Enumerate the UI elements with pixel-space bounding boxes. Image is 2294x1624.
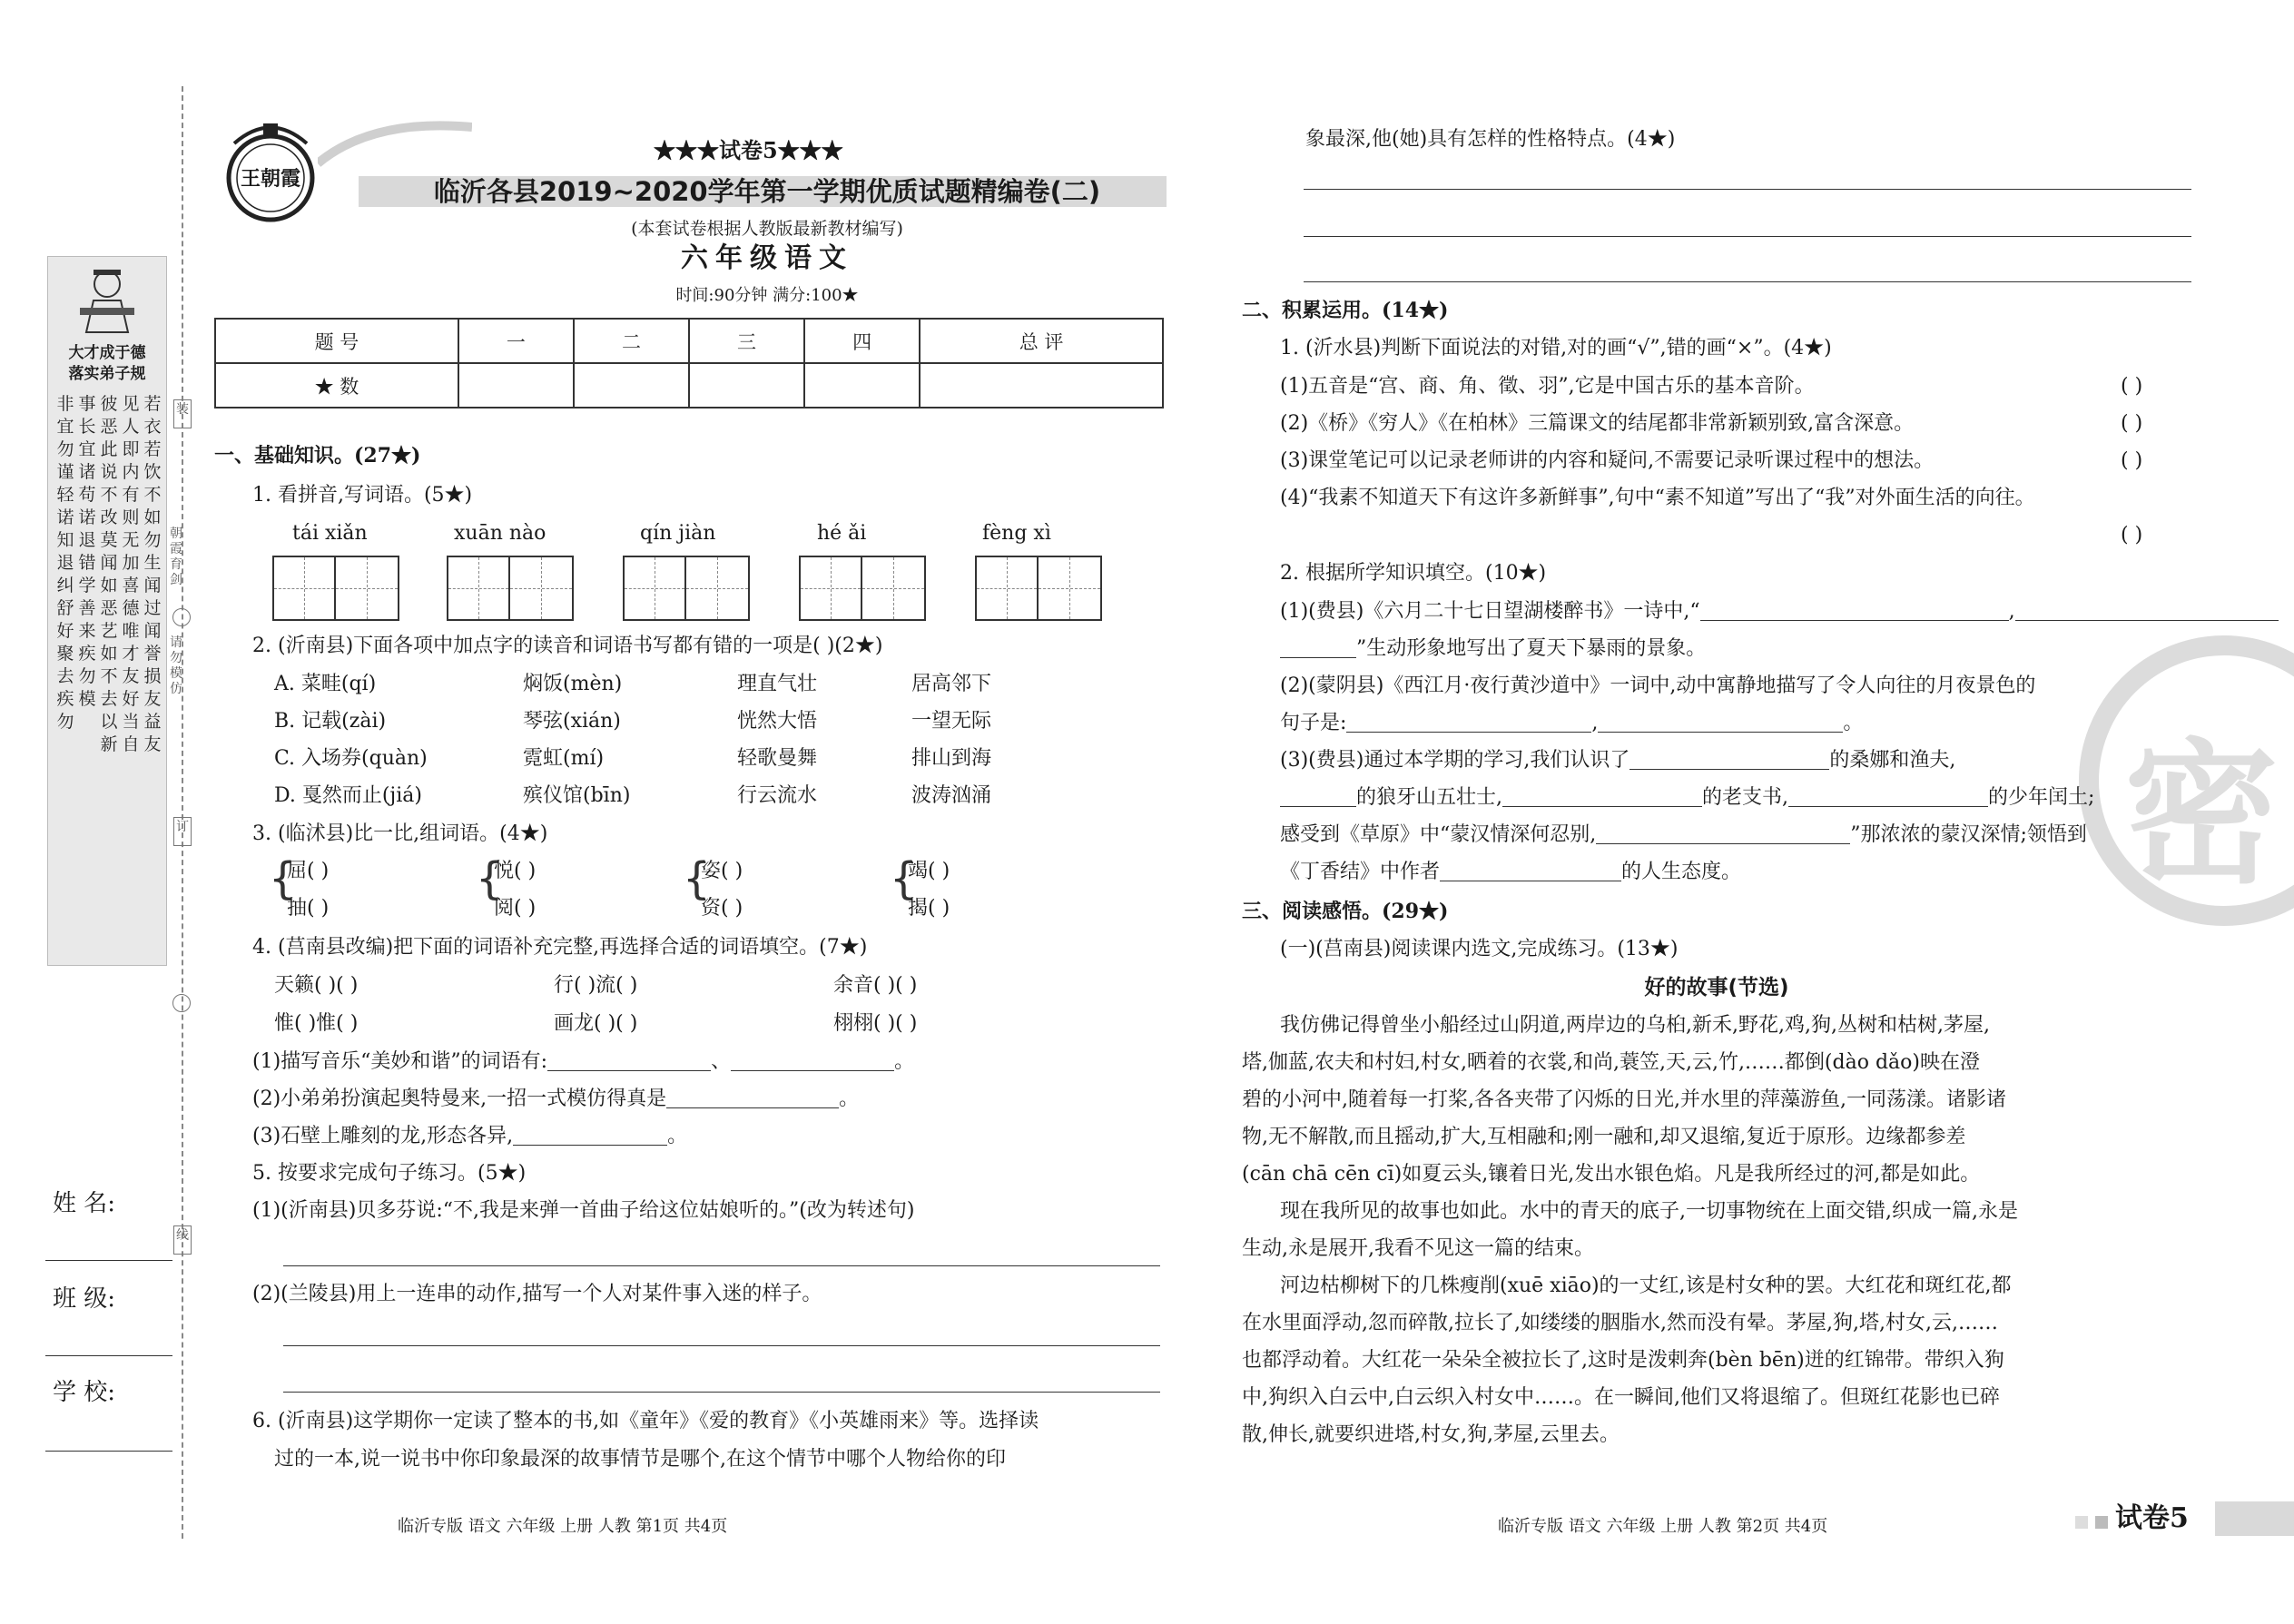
writing-grid[interactable] bbox=[272, 556, 399, 621]
class-label: 班 级: bbox=[53, 1285, 116, 1313]
question: (一)(莒南县)阅读课内选文,完成练习。(13★) bbox=[1280, 938, 1679, 960]
answer-blank[interactable] bbox=[1788, 786, 1988, 807]
pair-word: 悦( ) bbox=[494, 860, 537, 882]
binding-label: 请勿模仿 bbox=[170, 635, 182, 696]
question: 3. (临沭县)比一比,组词语。(4★) bbox=[252, 822, 548, 845]
pinyin: tái xiǎn bbox=[292, 522, 368, 545]
sub-question: (1)(沂南县)贝多芬说:“不,我是来弹一首曲子给这位姑娘听的。”(改为转述句) bbox=[252, 1199, 915, 1222]
pinyin: xuān nào bbox=[454, 522, 546, 545]
writing-grid[interactable] bbox=[447, 556, 574, 621]
score-cell[interactable] bbox=[689, 363, 804, 408]
sub-question-text: (1)描写音乐“美妙和谐”的词语有: bbox=[252, 1050, 548, 1073]
binding-label: 线 bbox=[176, 1228, 189, 1243]
score-header-cell: 四 bbox=[804, 319, 920, 363]
passage-line: 塔,伽蓝,农夫和村妇,村女,晒着的衣裳,和尚,蓑笠,天,云,竹,……都倒(dào dǎo)映在澄 bbox=[1242, 1051, 1980, 1074]
pair-word: 竭( ) bbox=[908, 860, 950, 882]
option-word: 琴弦(xián) bbox=[523, 710, 621, 733]
exam-title: 临沂各县2019~2020学年第一学期优质试题精编卷(二) bbox=[433, 176, 1101, 207]
brace: { bbox=[683, 853, 711, 904]
passage-line: (cān chā cēn cī)如夏云头,镶着日光,发出水银色焰。凡是我所经过的河,都是如此。 bbox=[1242, 1163, 1981, 1186]
score-cell[interactable] bbox=[574, 363, 689, 408]
writing-grid[interactable] bbox=[975, 556, 1102, 621]
fill-word: 天籁( )( ) bbox=[274, 974, 359, 997]
option-word: 排山到海 bbox=[911, 747, 992, 770]
fill-word: 行( )流( ) bbox=[554, 974, 638, 997]
brace: { bbox=[476, 853, 504, 904]
answer-line[interactable] bbox=[283, 1392, 1160, 1393]
badge-band bbox=[2215, 1501, 2294, 1536]
score-cell[interactable] bbox=[920, 363, 1163, 408]
sub-question bbox=[1280, 783, 2094, 812]
pinyin: hé ǎi bbox=[817, 522, 867, 545]
score-row-label: ★ 数 bbox=[215, 363, 458, 408]
passage-line: 我仿佛记得曾坐小船经过山阴道,两岸边的乌桕,新禾,野花,鸡,狗,丛树和枯树,茅屋, bbox=[1280, 1014, 1990, 1037]
score-header-cell: 三 bbox=[689, 319, 804, 363]
judge-item: (4)“我素不知道天下有这许多新鲜事”,句中“素不知道”写出了“我”对外面生活的向往。 bbox=[1280, 487, 2035, 509]
sub-question: (1)(费县)《六月二十七日望湖楼醉书》一诗中,“ , bbox=[1280, 597, 2279, 626]
question: 2. 根据所学知识填空。(10★) bbox=[1280, 562, 1547, 585]
sub-question-text: 的少年闰土; bbox=[1988, 786, 2095, 809]
option-word: 焖饭(mèn) bbox=[523, 673, 623, 695]
option-word: 理直气壮 bbox=[737, 673, 818, 695]
time-score: 时间:90分钟 满分:100★ bbox=[675, 286, 859, 305]
sub-question-text: 的老支书, bbox=[1702, 786, 1788, 809]
question: 过的一本,说一说书中你印象最深的故事情节是哪个,在这个情节中哪个人物给你的印 bbox=[274, 1448, 1006, 1471]
answer-paren[interactable]: ( ) bbox=[2121, 412, 2143, 435]
option-word: 殡仪馆(bīn) bbox=[523, 784, 631, 807]
fill-word: 栩栩( )( ) bbox=[833, 1012, 918, 1035]
answer-blank[interactable] bbox=[1280, 786, 1356, 807]
pair-word: 屈( ) bbox=[287, 860, 330, 882]
confidential-stamp-text: 密 bbox=[2124, 725, 2279, 905]
logo-text: 王朝霞 bbox=[240, 167, 300, 191]
name-field[interactable] bbox=[45, 1260, 172, 1261]
brace: { bbox=[890, 853, 918, 904]
binding-label: 朝霞育剑 bbox=[170, 527, 182, 587]
footer-left: 临沂专版 语文 六年级 上册 人教 第1页 共4页 bbox=[398, 1517, 728, 1536]
school-field[interactable] bbox=[45, 1451, 172, 1452]
option-word: 一望无际 bbox=[911, 710, 992, 733]
writing-grid[interactable] bbox=[799, 556, 926, 621]
answer-line[interactable] bbox=[1304, 281, 2191, 282]
publisher-logo bbox=[216, 116, 325, 225]
fill-word: 余音( )( ) bbox=[833, 974, 918, 997]
sub-question: (2)小弟弟扮演起奥特曼来,一招一式模仿得真是 。 bbox=[252, 1088, 860, 1110]
pair-word: 抽( ) bbox=[287, 897, 330, 920]
pair-word: 资( ) bbox=[701, 897, 743, 920]
section-heading: 二、积累运用。(14★) bbox=[1242, 299, 1449, 322]
answer-blank[interactable] bbox=[1629, 749, 1829, 770]
question: 象最深,他(她)具有怎样的性格特点。(4★) bbox=[1305, 128, 1676, 151]
pair-word: 姿( ) bbox=[701, 860, 743, 882]
passage-line: 物,无不解散,而且摇动,扩大,互相融和;刚一融和,却又退缩,复近于原形。边缘都参差 bbox=[1242, 1126, 1966, 1148]
sub-question-text: (2)小弟弟扮演起奥特曼来,一招一式模仿得真是 bbox=[252, 1088, 667, 1110]
pair-word: 揭( ) bbox=[908, 897, 950, 920]
answer-paren[interactable]: ( ) bbox=[2121, 449, 2143, 472]
answer-blank[interactable] bbox=[1440, 861, 1621, 881]
option-word: 恍然大悟 bbox=[737, 710, 818, 733]
sub-question-text: (3)石壁上雕刻的龙,形态各异, bbox=[252, 1125, 514, 1147]
binding-circle bbox=[172, 608, 191, 626]
sub-question-text: (1)(费县)《六月二十七日望湖楼醉书》一诗中,“ bbox=[1280, 600, 1700, 623]
answer-line[interactable] bbox=[1304, 189, 2191, 190]
passage-line: 在水里面浮动,忽而碎散,拉长了,如缕缕的胭脂水,然而没有晕。茅屋,狗,塔,村女,云,…… bbox=[1242, 1312, 1998, 1334]
pair-word: 阅( ) bbox=[494, 897, 537, 920]
binding-circle bbox=[172, 994, 191, 1012]
sub-question bbox=[1280, 635, 1706, 664]
score-table bbox=[214, 318, 1164, 408]
answer-blank[interactable] bbox=[666, 1088, 839, 1108]
school-label: 学 校: bbox=[53, 1379, 116, 1406]
answer-paren[interactable]: ( ) bbox=[2121, 524, 2143, 546]
motto-caption-2: 落实弟子规 bbox=[68, 365, 146, 383]
section-heading: 三、阅读感悟。(29★) bbox=[1242, 900, 1449, 923]
class-field[interactable] bbox=[45, 1355, 172, 1356]
sub-question-text: 的桑娜和渔夫, bbox=[1829, 749, 1956, 772]
option-word: 波涛汹涌 bbox=[911, 784, 992, 807]
sub-question bbox=[1280, 858, 1741, 887]
sub-question-text: ”那浓浓的蒙汉深情;领悟到 bbox=[1850, 823, 2087, 846]
answer-blank[interactable] bbox=[1346, 712, 1591, 733]
answer-blank[interactable] bbox=[731, 1050, 894, 1071]
passage-line: 也都浮动着。大红花一朵朵全被拉长了,这时是泼剌奔(bèn bēn)迸的红锦带。带织入狗 bbox=[1242, 1349, 2004, 1372]
answer-blank[interactable] bbox=[1502, 786, 1702, 807]
brace: { bbox=[269, 853, 297, 904]
answer-blank[interactable] bbox=[547, 1050, 711, 1071]
option-word: 轻歌曼舞 bbox=[737, 747, 818, 770]
passage-line: 现在我所见的故事也如此。水中的青天的底子,一切事物统在上面交错,织成一篇,永是 bbox=[1280, 1200, 2018, 1223]
motto-column: 非宜勿谨轻诺知退纠舒好聚去疾勿 bbox=[56, 394, 74, 732]
motto-panel bbox=[47, 256, 167, 966]
answer-blank[interactable] bbox=[2015, 600, 2279, 621]
motto-column: 事长宜诸苟诺退错学善来疾勿模 bbox=[78, 394, 96, 709]
answer-line[interactable] bbox=[283, 1265, 1160, 1266]
exam-subtitle: (本套试卷根据人教版最新教材编写) bbox=[631, 219, 903, 239]
footer-right: 临沂专版 语文 六年级 上册 人教 第2页 共4页 bbox=[1498, 1517, 1828, 1536]
question: 1. (沂水县)判断下面说法的对错,对的画“√”,错的画“×”。(4★) bbox=[1280, 337, 1832, 359]
passage-title: 好的故事(节选) bbox=[1644, 976, 1789, 999]
motto-column: 若衣若饮不如勿生闻过闻誉损友益友 bbox=[143, 394, 162, 754]
judge-item: (3)课堂笔记可以记录老师讲的内容和疑问,不需要记录听课过程中的想法。 bbox=[1280, 449, 1935, 472]
motto-column: 彼恶此说不改莫闻如恶艺如不去以新 bbox=[100, 394, 118, 754]
answer-blank[interactable] bbox=[513, 1125, 667, 1146]
question: 4. (莒南县改编)把下面的词语补充完整,再选择合适的词语填空。(7★) bbox=[252, 936, 868, 959]
sub-question: (1)描写音乐“美妙和谐”的词语有: 、 。 bbox=[252, 1050, 915, 1073]
option: A. 菜畦(qí) bbox=[274, 673, 377, 695]
passage-line: 生动,永是展开,我看不见这一篇的结束。 bbox=[1242, 1237, 1594, 1260]
answer-blank[interactable] bbox=[1700, 600, 2009, 621]
passage-line: 中,狗织入白云中,白云织入村女中……。在一瞬间,他们又将退缩了。但斑红花影也已碎 bbox=[1242, 1386, 2000, 1409]
ribbon-decoration-icon bbox=[318, 118, 472, 172]
badge-square-icon bbox=[2095, 1516, 2108, 1529]
fill-word: 惟( )惟( ) bbox=[274, 1012, 359, 1035]
binding-label: 装 bbox=[176, 402, 189, 417]
score-header-cell: 题 号 bbox=[215, 319, 458, 363]
option-word: 居高邻下 bbox=[911, 673, 992, 695]
answer-blank[interactable] bbox=[1598, 712, 1843, 733]
sub-question-text: 感受到《草原》中“蒙汉情深何忍别, bbox=[1280, 823, 1597, 846]
motto-caption-1: 大才成于德 bbox=[68, 344, 146, 362]
judge-item: (2)《桥》《穷人》《在柏林》三篇课文的结尾都非常新颖别致,富含深意。 bbox=[1280, 412, 1915, 435]
score-cell[interactable] bbox=[458, 363, 574, 408]
option: B. 记载(zài) bbox=[274, 710, 387, 733]
sub-question-text: 的人生态度。 bbox=[1621, 861, 1742, 883]
passage-line: 碧的小河中,随着每一打桨,各各夹带了闪烁的日光,并水里的萍藻游鱼,一同荡漾。诸影诸 bbox=[1242, 1088, 2006, 1111]
option-word: 行云流水 bbox=[737, 784, 818, 807]
question: 5. 按要求完成句子练习。(5★) bbox=[252, 1162, 527, 1185]
name-label: 姓 名: bbox=[53, 1190, 116, 1217]
sub-question-text: (3)(费县)通过本学期的学习,我们认识了 bbox=[1280, 749, 1630, 772]
pinyin: qín jiàn bbox=[640, 522, 716, 545]
option: D. 戛然而止(jiá) bbox=[274, 784, 422, 807]
sub-question: (2)(兰陵县)用上一连串的动作,描写一个人对某件事入迷的样子。 bbox=[252, 1283, 822, 1305]
passage-line: 散,伸长,就要织进塔,村女,狗,茅屋,云里去。 bbox=[1242, 1423, 1620, 1446]
score-header-cell: 二 bbox=[574, 319, 689, 363]
section-heading: 一、基础知识。(27★) bbox=[214, 444, 421, 468]
sub-question-text: 的狼牙山五壮士, bbox=[1356, 786, 1502, 809]
sub-question bbox=[1280, 746, 1955, 775]
sub-question: (2)(蒙阴县)《西江月·夜行黄沙道中》一词中,动中寓静地描写了令人向往的月夜景色的 bbox=[1280, 674, 2036, 697]
badge-square-icon bbox=[2075, 1516, 2088, 1529]
answer-paren[interactable]: ( ) bbox=[2121, 375, 2143, 398]
fill-word: 画龙( )( ) bbox=[554, 1012, 638, 1035]
question: 1. 看拼音,写词语。(5★) bbox=[252, 484, 473, 507]
exam-badge: 试卷5 bbox=[2115, 1502, 2189, 1534]
answer-line[interactable] bbox=[283, 1345, 1160, 1346]
binding-label: 订 bbox=[176, 820, 189, 834]
score-cell[interactable] bbox=[804, 363, 920, 408]
sub-question: (3)石壁上雕刻的龙,形态各异, 。 bbox=[252, 1125, 688, 1147]
answer-line[interactable] bbox=[1304, 236, 2191, 237]
judge-item: (1)五音是“宫、商、角、徵、羽”,它是中国古乐的基本音阶。 bbox=[1280, 375, 1815, 398]
binding-dashed-line bbox=[182, 86, 183, 1539]
sub-question bbox=[1280, 821, 2087, 850]
option-word: 霓虹(mí) bbox=[523, 747, 605, 770]
pinyin: fèng xì bbox=[982, 522, 1051, 545]
question: 6. (沂南县)这学期你一定读了整本的书,如《童年》《爱的教育》《小英雄雨来》等。选择读 bbox=[252, 1410, 1039, 1432]
option: C. 入场券(quàn) bbox=[274, 747, 428, 770]
sub-question-text: 《丁香结》中作者 bbox=[1280, 861, 1441, 883]
score-header-cell: 总 评 bbox=[920, 319, 1163, 363]
answer-blank[interactable] bbox=[1596, 823, 1850, 844]
motto-column: 见人即内有则无加喜德唯才友好当自 bbox=[122, 394, 140, 754]
sub-question: 句子是: , 。 bbox=[1280, 712, 1864, 734]
writing-grid[interactable] bbox=[623, 556, 750, 621]
score-header-cell: 一 bbox=[458, 319, 574, 363]
question: 2. (沂南县)下面各项中加点字的读音和词语书写都有错的一项是( )(2★) bbox=[252, 635, 883, 657]
subject-title: 六年级语文 bbox=[681, 242, 853, 274]
sub-question-text: ”生动形象地写出了夏天下暴雨的景象。 bbox=[1356, 637, 1707, 660]
series-label: ★★★试卷5★★★ bbox=[654, 137, 843, 163]
sub-question-text: 句子是: bbox=[1280, 712, 1347, 734]
answer-blank[interactable] bbox=[1280, 637, 1356, 658]
scholar-figure-icon bbox=[75, 264, 139, 337]
passage-line: 河边枯柳树下的几株瘦削(xuē xiāo)的一丈红,该是村女种的罢。大红花和斑红花,都 bbox=[1280, 1275, 2012, 1297]
